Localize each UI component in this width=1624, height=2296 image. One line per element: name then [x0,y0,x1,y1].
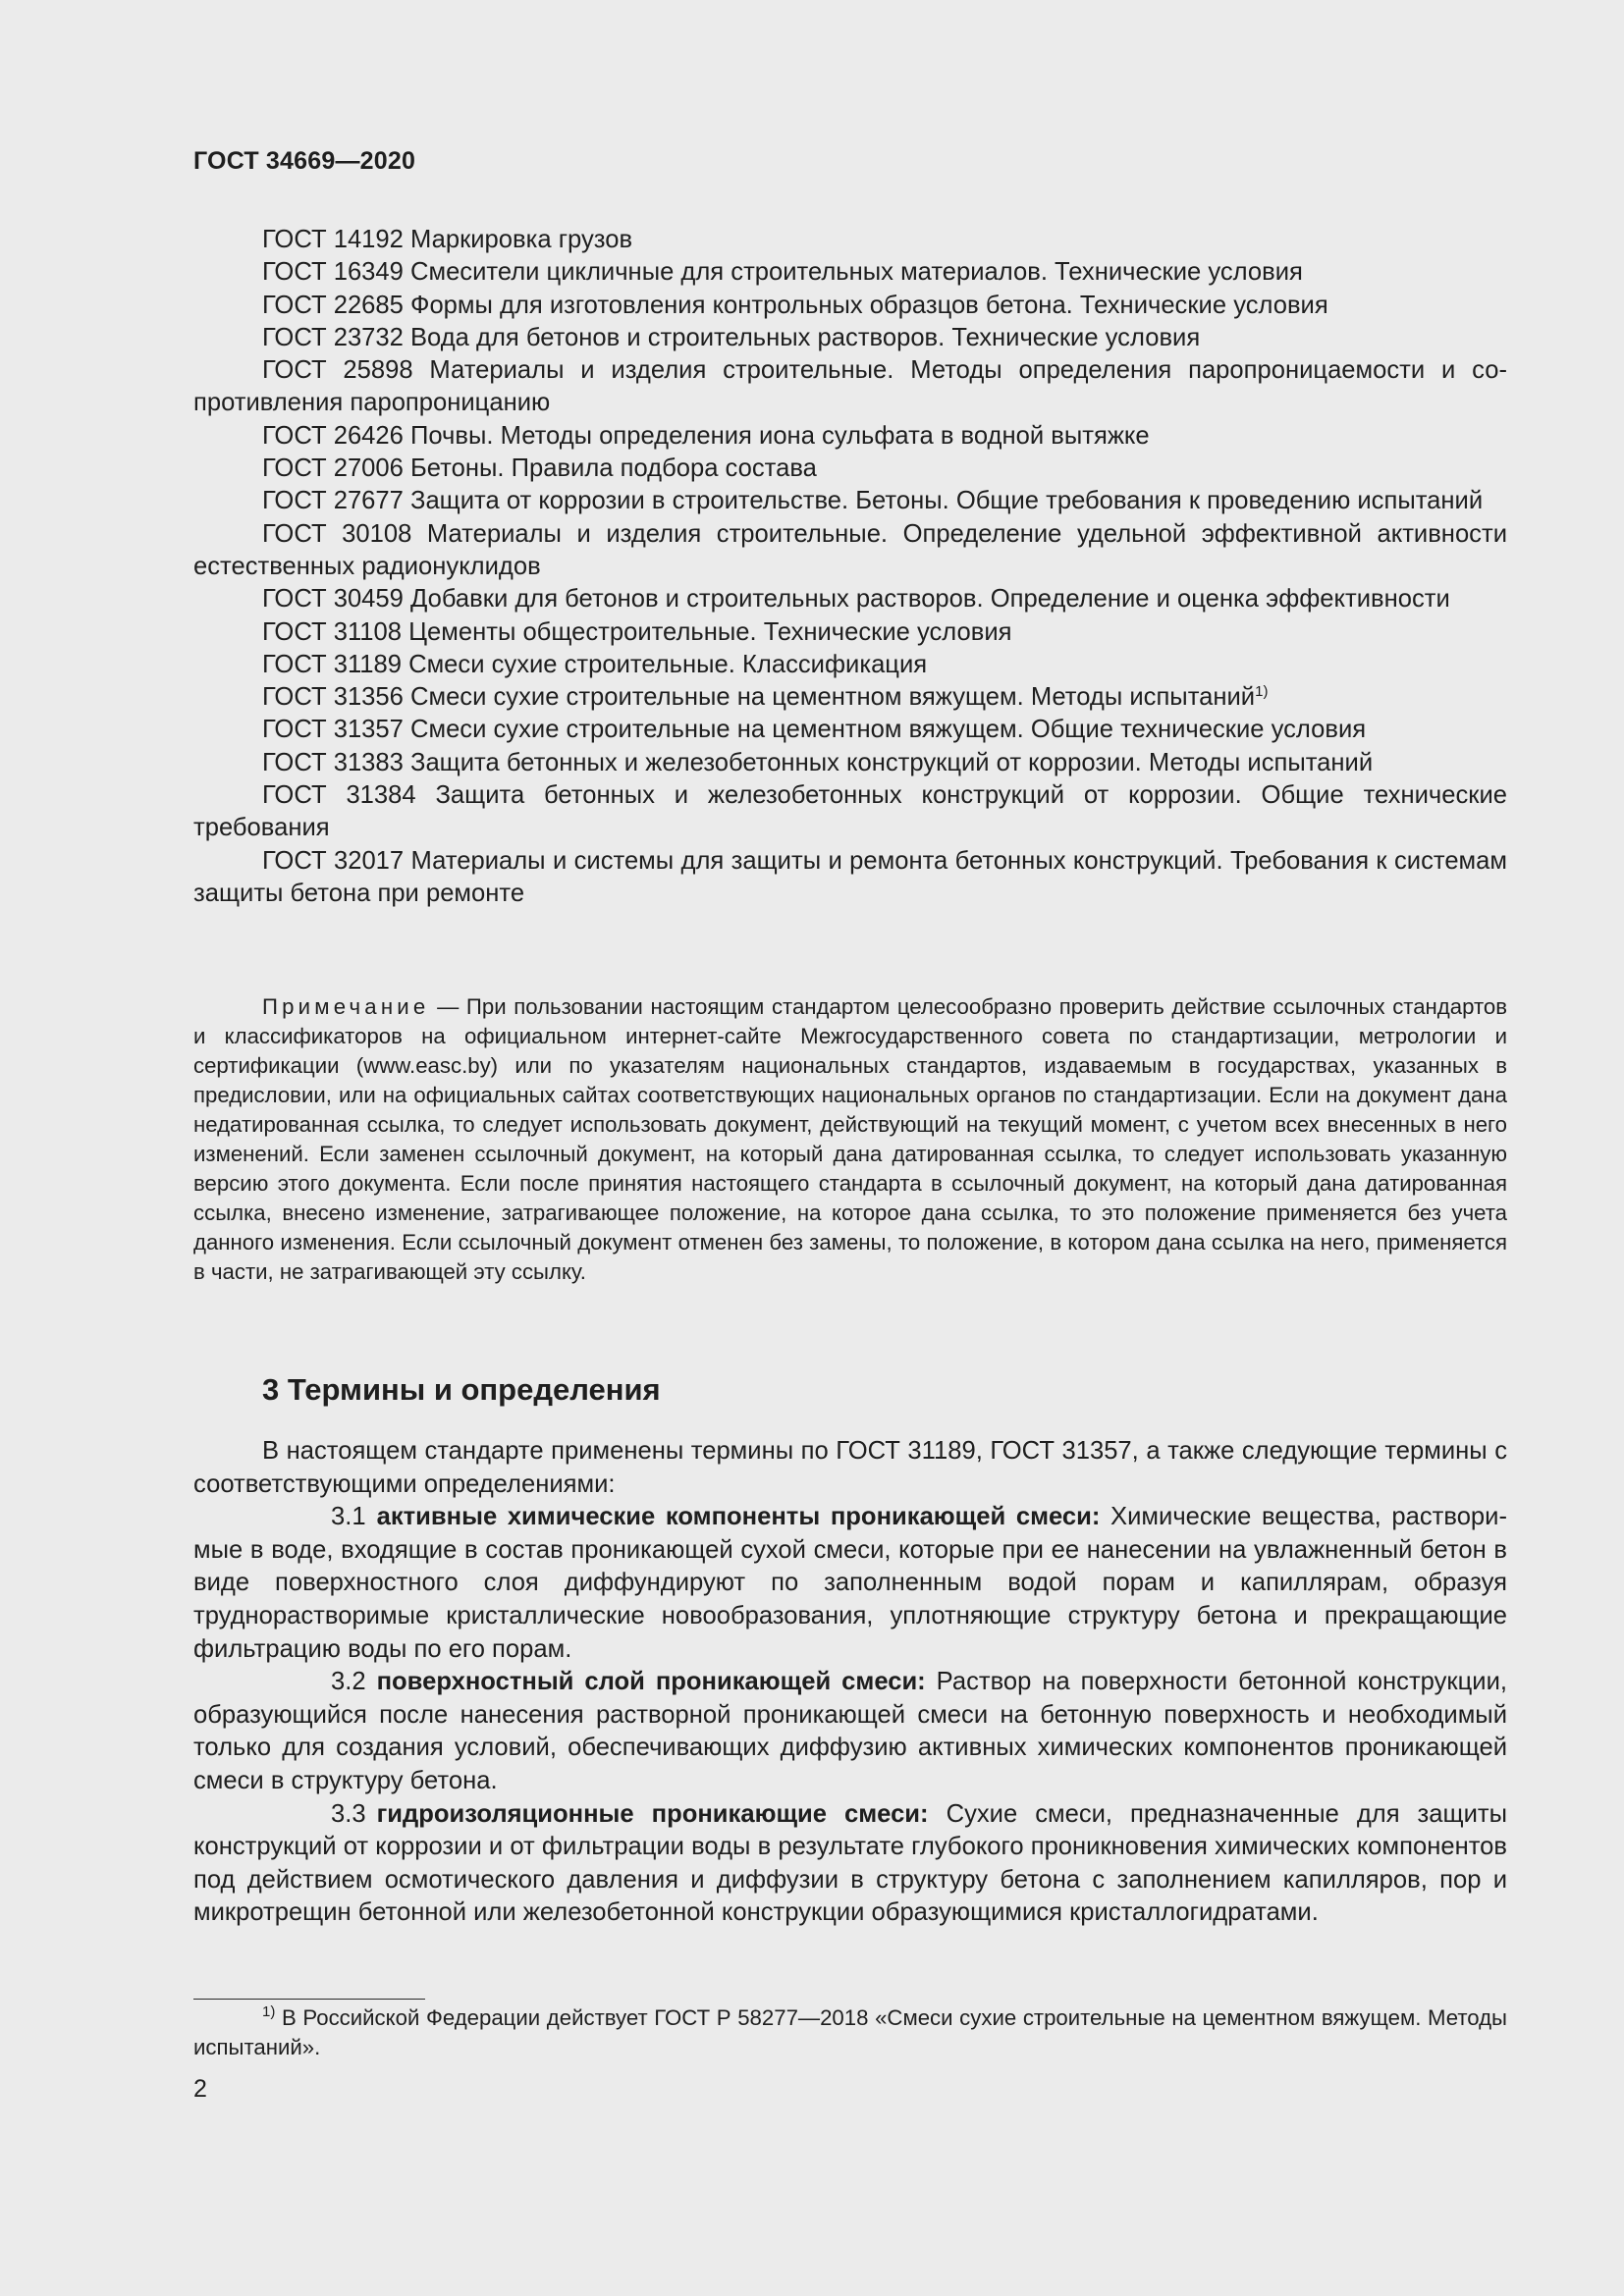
reference-item [193,485,1507,517]
footnote [193,2003,1507,2062]
reference-text: ГОСТ 30459 Добавки для бетонов и строительных растворов. Определение и оценка эффективности [262,585,1450,614]
term-number: 3.2 [331,1668,366,1696]
reference-item [193,583,1507,615]
reference-item [193,322,1507,354]
term-number: 3.3 [331,1799,366,1828]
reference-text: ГОСТ 31383 Защита бетонных и железобетонных конструкций от коррозии. Методы испытаний [262,748,1374,776]
page-number: 2 [193,2075,207,2103]
reference-item [193,518,1507,584]
term-entry [193,1798,1507,1930]
reference-item [193,747,1507,779]
note-label: Примечание [262,994,430,1019]
reference-text: ГОСТ 22685 Формы для изготовления контрольных образцов бетона. Технические условия [262,291,1328,319]
document-code-header: ГОСТ 34669—2020 [193,147,416,175]
normative-references-list [193,224,1507,910]
term-entry [193,1501,1507,1666]
reference-text: ГОСТ 26426 Почвы. Методы определения иона сульфата в водной вытяжке [262,421,1150,450]
note-text: При пользовании настоящим стандартом целесообразно проверить действие ссылочных стандартов и классификаторов на официальном интернет-сайте Межгосударственного совета по стандартизации, метрологии и сертификации (www.easc.by) или по указателям национальных стандартов, издаваемым в государствах, указанных в предисловии, или на официальных сайтах соответствующих национальных органов по стандартизации. Если на документ дана недатированная ссылка, то следует использовать документ, действующий на текущий момент, с учетом всех внесенных в него изменений. Если заменен ссылочный документ, на который дана датированная ссылка, то следует использовать указанную версию этого документа. Если после принятия настоящего стандарта в ссылочный документ, на который дана датированная ссылка, внесено изменение, затрагивающее положение, на которое дана ссылка, то это положение применяется без учета данного изменения. Если ссылочный документ отменен без замены, то положение, в котором дана ссылка на него, применяется в части, не затрагивающей эту ссылку. [193,994,1507,1284]
reference-text: ГОСТ 31356 Смеси сухие строительные на цементном вяжущем. Методы испытаний [262,683,1256,712]
reference-text: ГОСТ 14192 Маркировка грузов [262,226,633,253]
note-dash: — [429,994,466,1019]
reference-item [193,681,1507,714]
reference-text: ГОСТ 31189 Смеси сухие строительные. Классификация [262,650,928,678]
references-note [193,992,1507,1287]
reference-item [193,845,1507,911]
footnote-separator [193,1999,425,2000]
reference-item [193,616,1507,649]
term-name: активные химические компоненты проникающей смеси: [376,1503,1101,1531]
section-intro: В настоящем стандарте применены термины по ГОСТ 31189, ГОСТ 31357, а также следующие термины с соответствующими определениями: [193,1437,1507,1498]
reference-text: ГОСТ 16349 Смесители цикличные для строительных материалов. Технические условия [262,258,1303,287]
section-title: 3 Термины и определения [262,1372,661,1407]
reference-text: ГОСТ 27006 Бетоны. Правила подбора состава [262,454,817,483]
reference-item [193,714,1507,746]
reference-text: ГОСТ 31357 Смеси сухие строительные на цементном вяжущем. Общие технические условия [262,716,1367,744]
reference-text: ГОСТ 25898 Материалы и изделия строительные. Методы определения паропроницаемости и сопротивления паропроницанию [193,356,1507,417]
reference-item [193,290,1507,322]
terms-section [193,1435,1507,1930]
reference-item [193,256,1507,289]
reference-text: ГОСТ 31108 Цементы общестроительные. Технические условия [262,617,1012,646]
reference-text: ГОСТ 23732 Вода для бетонов и строительных растворов. Технические условия [262,323,1201,351]
reference-item [193,354,1507,420]
reference-item [193,649,1507,681]
reference-item [193,420,1507,453]
term-name: поверхностный слой проникающей смеси: [376,1668,926,1696]
reference-text: ГОСТ 32017 Материалы и системы для защиты и ремонта бетонных конструкций. Требования к системам защиты бетона при ремонте [193,846,1507,907]
reference-item [193,453,1507,485]
term-definition: Химические вещества, растворимые в воде, входящие в состав проникающей сухой смеси, которые при ее нанесении на увлажненный бетон в виде поверхностного слоя диффундируют по заполненным водой порам и капиллярам, образуя труднорастворимые кристаллические новообразования, уплотняющие структуру бетона и прекращающие фильтрацию воды по его порам. [193,1503,1507,1663]
reference-item [193,224,1507,256]
term-definition: Сухие смеси, предназначенные для защиты конструкций от коррозии и от фильтрации воды в результате глубокого проникновения химических компонентов под действием осмотического давления и диффузии в структуру бетона с заполнением капилляров, пор и микротрещин бетонной или железобетонной конструкции образующимися кристаллогидратами. [193,1799,1507,1927]
term-definition: Раствор на поверхности бетонной конструкции, образующийся после нанесения растворной проникающей смеси на бетонную поверхность и необходимый только для создания условий, обеспечивающих диффузию активных химических компонентов проникающей смеси в структуру бетона. [193,1668,1507,1794]
term-entry [193,1666,1507,1797]
term-name: гидроизоляционные проникающие смеси: [376,1799,929,1828]
reference-text: ГОСТ 30108 Материалы и изделия строительные. Определение удельной эффективной активности естественных радионуклидов [193,519,1507,580]
footnote-text: В Российской Федерации действует ГОСТ Р 58277—2018 «Смеси сухие строительные на цементном вяжущем. Методы испытаний». [193,2005,1507,2059]
reference-text: ГОСТ 27677 Защита от коррозии в строительстве. Бетоны. Общие требования к проведению испытаний [262,487,1484,515]
reference-item [193,779,1507,845]
term-number: 3.1 [331,1503,366,1531]
footnote-reference-marker: 1) [1255,683,1269,701]
footnote-marker: 1) [262,2003,276,2020]
reference-text: ГОСТ 31384 Защита бетонных и железобетонных конструкций от коррозии. Общие технические требования [193,781,1507,842]
